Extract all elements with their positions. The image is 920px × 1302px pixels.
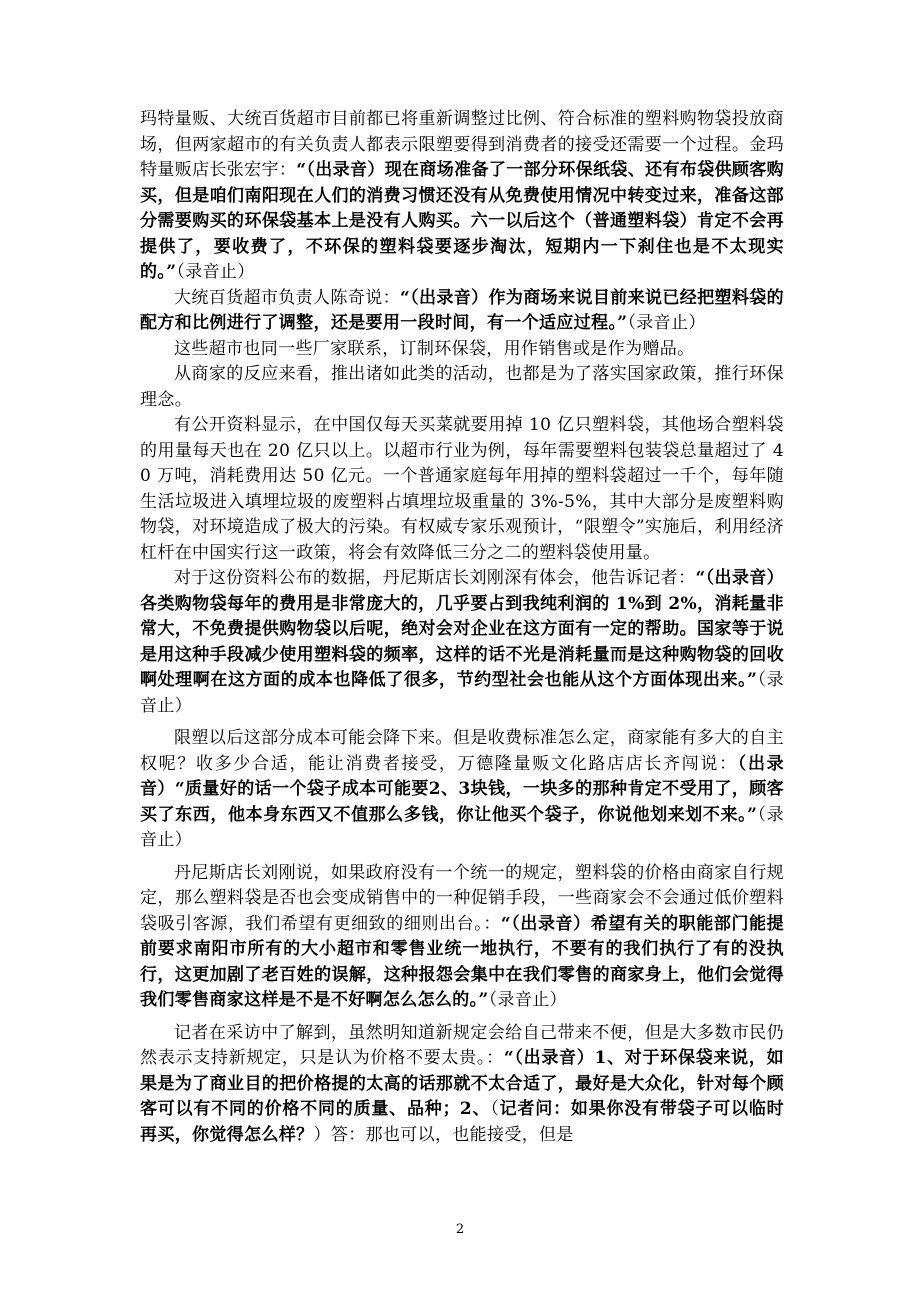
paragraph-1: 玛特量贩、大统百货超市目前都已将重新调整过比例、符合标准的塑料购物袋投放商场，但两家超市的有关负责人都表示限塑要得到消费者的接受还需要一个过程。金玛特量贩店长张宏宇：“（出录音）现在商场准备了一部分环保纸袋、还有布袋供顾客购买，但是咱们南阳现在人们的消费习惯还没有从免费使用情况中转变过来，准备这部分需要购买的环保袋基本上是没有人购买。六一以后这个（普通塑料袋）肯定不会再提供了，要收费了，不环保的塑料袋要逐步淘汰，短期内一下刹住也是不太现实的。”（录音止）	[140, 109, 784, 282]
paragraph-8: 丹尼斯店长刘刚说，如果政府没有一个统一的规定，塑料袋的价格由商家自行规定，那么塑料袋是否也会变成销售中的一种促销手段，一些商家会不会通过低价塑料袋吸引客源，我们希望有更细致的细则出台。：“（出录音）希望有关的职能部门能提前要求南阳市所有的大小超市和零售业统一地执行，不要有的我们执行了有的没执行，这更加剧了老百姓的误解，这种报怨会集中在我们零售的商家身上，他们会觉得我们零售商家这样是不是不好啊怎么怎么的。”（录音止）	[140, 862, 784, 1010]
page-number: 2	[455, 1222, 465, 1237]
paragraph-2: 大统百货超市负责人陈奇说：“（出录音）作为商场来说目前来说已经把塑料袋的配方和比例进行了调整，还是要用一段时间，有一个适应过程。”（录音止）	[140, 287, 784, 333]
body-text	[140, 107, 784, 1148]
paragraph-4: 从商家的反应来看，推出诸如此类的活动，也都是为了落实国家政策，推行环保理念。	[140, 364, 784, 410]
paragraph-5: 有公开资料显示，在中国仅每天买菜就要用掉 10 亿只塑料袋，其他场合塑料袋的用量每天也在 20 亿只以上。以超市行业为例，每年需要塑料包装袋总量超过了 40 万吨，消耗费用达 50 亿元。一个普通家庭每年用掉的塑料袋超过一千个，每年随生活垃圾进入填埋垃圾的废塑料占填埋垃圾重量的 3%-5%，其中大部分是废塑料购物袋，对环境造成了极大的污染。有权威专家乐观预计，“限塑令”实施后，利用经济杠杆在中国实行这一政策，将会有效降低三分之二的塑料袋使用量。	[140, 415, 784, 563]
watermark	[470, 598, 568, 644]
paragraph-6: 对于这份资料公布的数据，丹尼斯店长刘刚深有体会，他告诉记者：“（出录音）各类购物袋每年的费用是非常庞大的，几乎要占到我纯利润的 1%到 2%，消耗量非常大，不免费提供购物袋以后呢，绝对会对企业在这方面有一定的帮助。国家等于说是用这种手段减少使用塑料袋的频率，这样的话不光是消耗量而是这种购物袋的回收啊处理啊在这方面的成本也降低了很多，节约型社会也能从这个方面体现出来。”（录音止）	[140, 568, 784, 716]
paragraph-3: 这些超市也同一些厂家联系，订制环保袋，用作销售或是作为赠品。	[174, 338, 695, 359]
paragraph-7: 限塑以后这部分成本可能会降下来。但是收费标准怎么定，商家能有多大的自主权呢？收多少合适，能让消费者接受，万德隆量贩文化路店店长齐闯说：（出录音）“质量好的话一个袋子成本可能要2、3块钱，一块多的那种肯定不受用了，顾客买了东西，他本身东西又不值那么多钱，你让他买个袋子，你说他划来划不来。”（录音止）	[140, 728, 784, 850]
paragraph-9: 记者在采访中了解到，虽然明知道新规定会给自己带来不便，但是大多数市民仍然表示支持新规定，只是认为价格不要太贵。：“（出录音）1、对于环保袋来说，如果是为了商业目的把价格提的太高的话那就不太合适了，最好是大众化，针对每个顾客可以有不同的价格不同的质量、品种；2、（记者问：如果你没有带袋子可以临时再买，你觉得怎么样？）答：那也可以，也能接受，但是	[140, 1022, 785, 1145]
